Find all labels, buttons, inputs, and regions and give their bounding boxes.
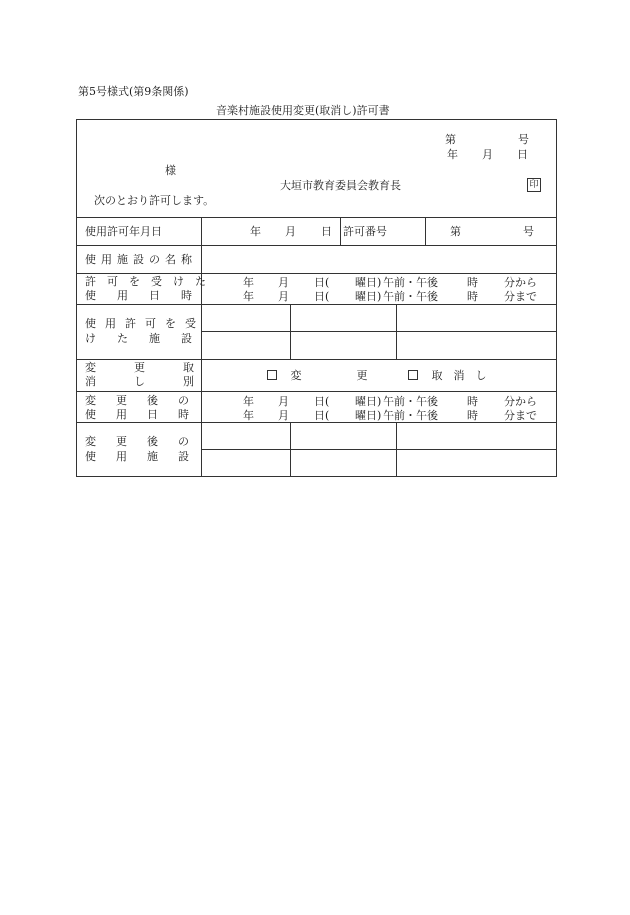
permit-date-label: 使用許可年月日	[85, 225, 162, 238]
usage-hour: 時	[467, 290, 478, 303]
permit-number-prefix: 第	[450, 225, 461, 238]
facility-name-label: 使用施設の名称	[85, 253, 197, 266]
usage-year: 年	[243, 290, 254, 303]
permit-statement: 次のとおり許可します。	[94, 194, 215, 207]
rule	[77, 245, 556, 246]
after-year: 年	[243, 409, 254, 422]
form-number: 第5号様式(第9条関係)	[78, 85, 189, 98]
usage-hour: 時	[467, 276, 478, 289]
usage-day: 日(	[314, 276, 330, 289]
change-option-label: 変 更	[290, 369, 368, 382]
permit-number-label: 許可番号	[343, 225, 387, 238]
after-weekday: 曜日)	[355, 409, 382, 422]
after-until: 分まで	[504, 409, 537, 422]
usage-day: 日(	[314, 290, 330, 303]
permit-date-year: 年	[250, 225, 261, 238]
rule	[77, 217, 556, 218]
after-change-datetime-label-line2: 使用日時	[85, 408, 209, 421]
permit-number-suffix: 号	[523, 225, 534, 238]
after-change-facility-label-line2: 使用施設	[85, 450, 209, 463]
header-day: 日	[517, 148, 528, 161]
rule	[77, 422, 556, 423]
rule	[202, 449, 556, 450]
after-hour: 時	[467, 395, 478, 408]
rule	[396, 422, 397, 476]
document-title: 音楽村施設使用変更(取消し)許可書	[216, 104, 390, 117]
header-year: 年	[447, 148, 458, 161]
after-month: 月	[278, 395, 289, 408]
usage-year: 年	[243, 276, 254, 289]
rule	[290, 422, 291, 476]
number-prefix: 第	[445, 133, 456, 146]
change-option[interactable]	[267, 370, 368, 381]
after-change-datetime-label-line1: 変更後の	[85, 394, 209, 407]
rule	[290, 304, 291, 359]
usage-until: 分まで	[504, 290, 537, 303]
after-from: 分から	[504, 395, 537, 408]
after-day: 日(	[314, 395, 330, 408]
after-ampm: 午前・午後	[383, 409, 438, 422]
permitted-facility-label-line2: けた施設	[85, 332, 213, 345]
usage-datetime-label-line1	[85, 275, 217, 288]
after-year: 年	[243, 395, 254, 408]
cancel-checkbox[interactable]	[408, 370, 418, 380]
after-day: 日(	[314, 409, 330, 422]
usage-month: 月	[278, 276, 289, 289]
change-cancel-label-line1: 変更取	[85, 361, 232, 374]
change-checkbox[interactable]	[267, 370, 277, 380]
usage-month: 月	[278, 290, 289, 303]
rule	[77, 304, 556, 305]
rule	[396, 304, 397, 359]
permit-date-day: 日	[321, 225, 332, 238]
after-change-facility-label-line1: 変更後の	[85, 435, 209, 448]
usage-datetime-label-line2: 使用日時	[85, 289, 213, 302]
addressee-suffix: 様	[165, 164, 176, 177]
usage-weekday: 曜日)	[355, 290, 382, 303]
header-month: 月	[482, 148, 493, 161]
permit-form-table	[76, 119, 557, 477]
usage-from: 分から	[504, 276, 537, 289]
usage-ampm: 午前・午後	[383, 290, 438, 303]
after-hour: 時	[467, 409, 478, 422]
rule	[77, 391, 556, 392]
usage-ampm: 午前・午後	[383, 276, 438, 289]
after-ampm: 午前・午後	[383, 395, 438, 408]
after-weekday: 曜日)	[355, 395, 382, 408]
permitted-facility-label-line1: 使用許可を受	[85, 317, 205, 330]
after-month: 月	[278, 409, 289, 422]
usage-weekday: 曜日)	[355, 276, 382, 289]
rule	[340, 217, 341, 245]
issuer-name: 大垣市教育委員会教育長	[280, 179, 401, 192]
rule	[425, 217, 426, 245]
cancel-option[interactable]	[408, 370, 487, 381]
change-cancel-label-line2: 消し別	[85, 375, 232, 388]
label-text: 許可を受けた	[85, 275, 217, 288]
rule	[77, 359, 556, 360]
number-suffix: 号	[518, 133, 529, 146]
rule	[202, 331, 556, 332]
cancel-option-label: 取 消 し	[431, 369, 487, 382]
permit-date-month: 月	[285, 225, 296, 238]
seal-mark: 印	[527, 178, 541, 192]
rule	[77, 273, 556, 274]
